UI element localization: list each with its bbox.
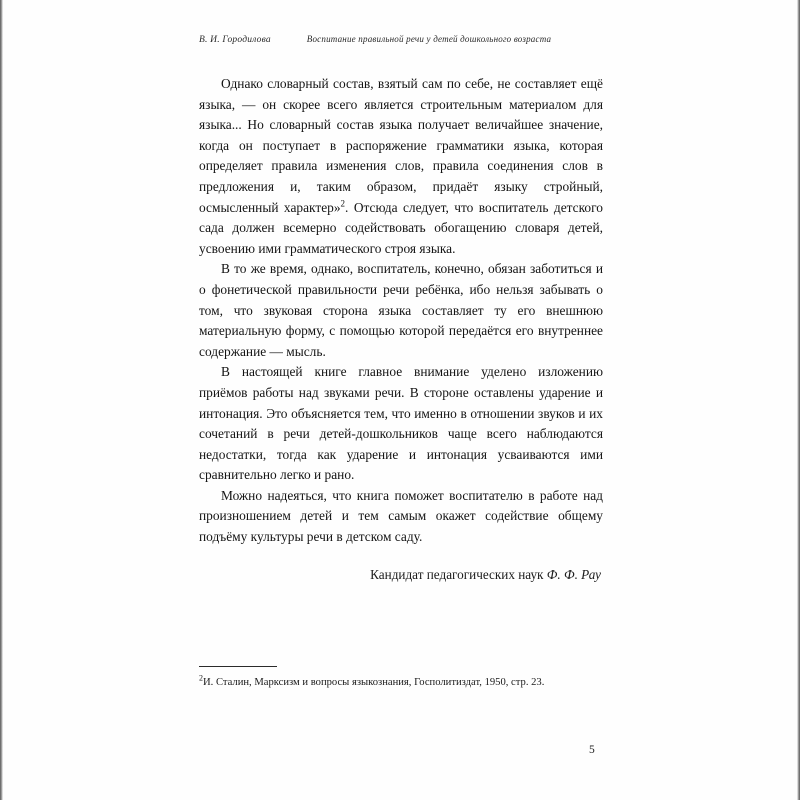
body-text xyxy=(199,74,603,548)
running-head-title: Воспитание правильной речи у детей дошкольного возраста xyxy=(306,34,552,44)
footnote-text: И. Сталин, Марксизм и вопросы языкознания, Госполитиздат, 1950, стр. 23. xyxy=(203,677,545,688)
text-block xyxy=(199,34,603,583)
footnote-reference: 2 xyxy=(340,198,346,209)
signature-line xyxy=(199,567,603,583)
page-number: 5 xyxy=(589,744,595,756)
paragraph: Можно надеяться, что книга поможет воспитателю в работе над произношением детей и тем самым окажет содействие общему подъёму культуры речи в детском саду. xyxy=(199,487,603,545)
paragraph-text-continued: . Отсюда следует, что воспитатель детского сада должен всемерно содействовать обогащению словаря детей, усвоению ими грамматического строя языка. xyxy=(199,199,603,256)
paragraph: В то же время, однако, воспитатель, конечно, обязан заботиться и о фонетической правильности речи ребёнка, ибо нельзя забывать о том, что звуковая сторона языка составляет ту его внешнюю материальную форму, с помощью которой передаётся его внутреннее содержание — мысль. xyxy=(199,261,603,359)
paragraph-text: Однако словарный состав, взятый сам по себе, не составляет ещё языка, — он скорее всего является строительным материалом для языка... Но словарный состав языка получает величайшее значение, когда он поступает в распоряжение грамматики языка, которая определяет правила изменения слов, правила соединения слов в предложения и, таким образом, придаёт языку стройный, осмысленный характер» xyxy=(199,76,603,215)
running-head xyxy=(199,34,603,48)
signature-prefix: Кандидат педагогических наук xyxy=(370,566,544,582)
signature-name: Ф. Ф. Рау xyxy=(546,566,601,582)
page-sheet xyxy=(3,0,797,800)
paragraph: В настоящей книге главное внимание уделено изложению приёмов работы над звуками речи. В стороне оставлены ударение и интонация. Это объясняется тем, что именно в отношении звуков и их сочетаний в речи детей-дошкольников чаще всего наблюдаются недостатки, тогда как ударение и интонация усваиваются ими сравнительно легко и рано. xyxy=(199,364,603,483)
footnote-divider xyxy=(199,666,277,667)
running-head-author: В. И. Городилова xyxy=(199,35,271,45)
paragraph xyxy=(199,74,603,259)
footnote-zone xyxy=(199,666,603,690)
footnote xyxy=(199,675,603,690)
footnote-marker: 2 xyxy=(199,673,203,683)
